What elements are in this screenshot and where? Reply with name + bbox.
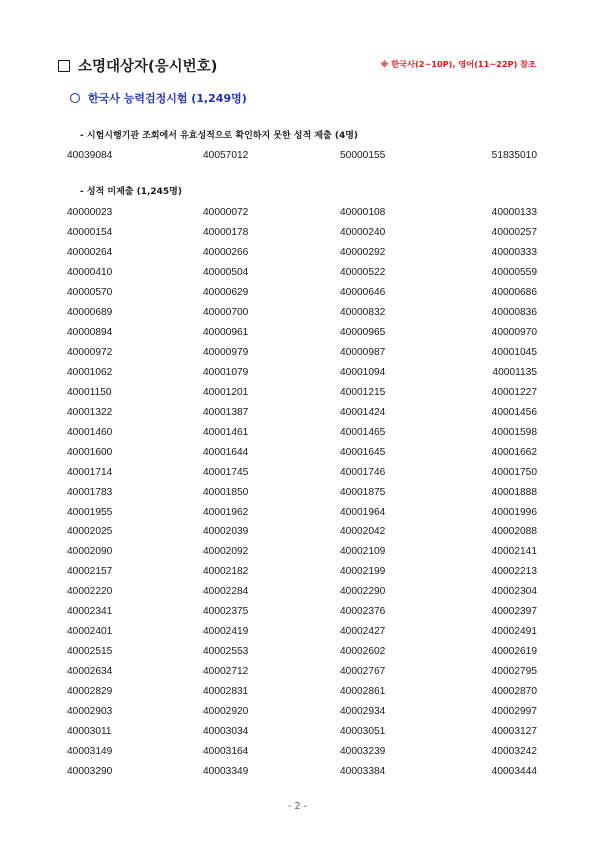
exam-number-cell: 40000570 (67, 287, 113, 299)
exam-number-cell: 40001996 (491, 506, 537, 518)
exam-number-cell: 40003384 (340, 765, 386, 777)
exam-subtitle-text: 한국사 능력검정시험 (1,249명) (88, 92, 247, 105)
exam-number-cell: 40001461 (203, 426, 249, 438)
table-row (67, 462, 537, 482)
exam-number-cell: 40000410 (67, 267, 113, 279)
exam-number-cell: 40002401 (67, 626, 113, 638)
exam-number-cell: 40002934 (340, 705, 386, 717)
exam-number-cell: 40000257 (491, 227, 537, 239)
exam-number-cell: 40000292 (340, 247, 386, 259)
table-row (67, 303, 537, 323)
exam-number-cell: 40000686 (491, 287, 537, 299)
exam-number-cell: 40002419 (203, 626, 249, 638)
page-title (58, 55, 217, 76)
exam-number-cell: 40039084 (67, 150, 113, 162)
exam-number-cell: 40002141 (491, 546, 537, 558)
exam-number-cell: 40002025 (67, 526, 113, 538)
exam-number-cell: 40001079 (203, 366, 249, 378)
table-row (67, 602, 537, 622)
table-row (67, 701, 537, 721)
exam-number-cell: 40002090 (67, 546, 113, 558)
exam-number-cell: 40001600 (67, 446, 113, 458)
table-row (67, 243, 537, 263)
exam-number-cell: 40002088 (491, 526, 537, 538)
exam-number-cell: 40003239 (340, 745, 386, 757)
exam-number-cell: 40002199 (340, 566, 386, 578)
exam-number-cell: 40001465 (340, 426, 386, 438)
exam-number-cell: 40000072 (203, 207, 249, 219)
exam-number-cell: 40002427 (340, 626, 386, 638)
exam-number-cell: 40000894 (67, 327, 113, 339)
exam-number-cell: 40000108 (340, 207, 386, 219)
table-row (67, 522, 537, 542)
exam-number-cell: 40001746 (340, 466, 386, 478)
table-row (67, 263, 537, 283)
exam-number-cell: 40000333 (491, 247, 537, 259)
exam-number-cell: 40001964 (340, 506, 386, 518)
exam-number-cell: 40000629 (203, 287, 249, 299)
exam-number-cell: 40002376 (340, 606, 386, 618)
exam-number-cell: 40000240 (340, 227, 386, 239)
exam-number-cell: 40000504 (203, 267, 249, 279)
exam-number-cell: 40000987 (340, 347, 386, 359)
exam-number-cell: 40002182 (203, 566, 249, 578)
exam-number-cell: 40003444 (491, 765, 537, 777)
table-row (67, 402, 537, 422)
circle-bullet-icon (70, 93, 80, 103)
exam-number-cell: 40003164 (203, 745, 249, 757)
exam-number-cell: 40000970 (491, 327, 537, 339)
exam-number-cell: 40000559 (491, 267, 537, 279)
exam-number-cell: 40000689 (67, 307, 113, 319)
exam-number-cell: 40000522 (340, 267, 386, 279)
exam-number-cell: 51835010 (491, 150, 537, 162)
exam-number-cell: 40002375 (203, 606, 249, 618)
exam-number-cell: 40001955 (67, 506, 113, 518)
exam-number-cell: 40003290 (67, 765, 113, 777)
exam-number-cell: 40002553 (203, 646, 249, 658)
table-row (67, 622, 537, 642)
exam-number-cell: 40003349 (203, 765, 249, 777)
exam-number-cell: 40001215 (340, 386, 386, 398)
exam-number-cell: 40000646 (340, 287, 386, 299)
exam-number-cell: 40057012 (203, 150, 249, 162)
table-row (67, 146, 537, 166)
section-heading-not-submitted: - 성적 미제출 (1,245명) (80, 187, 182, 197)
page-number: - 2 - (288, 801, 307, 812)
table-row (67, 562, 537, 582)
exam-number-cell: 40000266 (203, 247, 249, 259)
table-row (67, 642, 537, 662)
table-row (67, 442, 537, 462)
exam-number-cell: 40002220 (67, 586, 113, 598)
table-row (67, 482, 537, 502)
exam-number-cell: 40002397 (491, 606, 537, 618)
exam-number-cell: 40001094 (340, 366, 386, 378)
exam-number-cell: 40001598 (491, 426, 537, 438)
table-row (67, 662, 537, 682)
exam-number-cell: 40002795 (491, 666, 537, 678)
exam-number-cell: 50000155 (340, 150, 386, 162)
exam-number-cell: 40002831 (203, 685, 249, 697)
page-header (58, 55, 536, 77)
exam-subtitle (70, 90, 247, 106)
exam-number-cell: 40002870 (491, 685, 537, 697)
exam-number-cell: 40002304 (491, 586, 537, 598)
exam-number-cell: 40003011 (67, 725, 112, 737)
exam-number-cell: 40000972 (67, 347, 113, 359)
table-row (67, 382, 537, 402)
exam-number-cell: 40003149 (67, 745, 113, 757)
exam-number-cell: 40002920 (203, 705, 249, 717)
exam-number-cell: 40000965 (340, 327, 386, 339)
table-row (67, 223, 537, 243)
exam-number-cell: 40002515 (67, 646, 113, 658)
exam-number-cell: 40002602 (340, 646, 386, 658)
exam-number-cell: 40001745 (203, 466, 249, 478)
exam-number-cell: 40002284 (203, 586, 249, 598)
exam-number-cell: 40000961 (203, 327, 249, 339)
exam-number-cell: 40001850 (203, 486, 249, 498)
table-row (67, 761, 537, 781)
table-row (67, 203, 537, 223)
table-row (67, 343, 537, 363)
exam-number-cell: 40001201 (203, 386, 249, 398)
exam-number-cell: 40001750 (491, 466, 537, 478)
exam-number-cell: 40001645 (340, 446, 386, 458)
exam-number-cell: 40003051 (340, 725, 386, 737)
exam-number-cell: 40001644 (203, 446, 249, 458)
exam-number-cell: 40000836 (491, 307, 537, 319)
exam-number-cell: 40002341 (67, 606, 113, 618)
exam-number-cell: 40000979 (203, 347, 249, 359)
page-title-text: 소명대상자(응시번호) (78, 59, 218, 75)
table-row (67, 283, 537, 303)
exam-number-cell: 40002157 (67, 566, 113, 578)
exam-number-cell: 40001460 (67, 426, 113, 438)
exam-number-cell: 40002491 (491, 626, 537, 638)
exam-number-cell: 40002829 (67, 685, 113, 697)
exam-number-cell: 40001322 (67, 406, 113, 418)
exam-number-cell: 40000264 (67, 247, 113, 259)
exam-number-cell: 40001227 (491, 386, 537, 398)
exam-number-cell: 40002903 (67, 705, 113, 717)
exam-number-cell: 40000023 (67, 207, 113, 219)
exam-number-cell: 40001387 (203, 406, 249, 418)
exam-number-cell: 40001714 (67, 466, 113, 478)
exam-number-cell: 40001662 (491, 446, 537, 458)
exam-number-cell: 40002619 (491, 646, 537, 658)
exam-number-cell: 40001962 (203, 506, 249, 518)
checkbox-square-icon (58, 60, 70, 72)
exam-number-cell: 40002092 (203, 546, 249, 558)
table-row (67, 741, 537, 761)
table-row (67, 422, 537, 442)
exam-number-cell: 40001875 (340, 486, 386, 498)
exam-number-cell: 40002042 (340, 526, 386, 538)
table-row (67, 582, 537, 602)
exam-number-cell: 40001150 (67, 386, 112, 398)
exam-number-cell: 40001783 (67, 486, 113, 498)
exam-number-cell: 40000832 (340, 307, 386, 319)
exam-number-cell: 40002997 (491, 705, 537, 717)
exam-number-cell: 40003127 (491, 725, 537, 737)
exam-number-cell: 40000154 (67, 227, 113, 239)
exam-number-cell: 40001888 (491, 486, 537, 498)
table-row (67, 542, 537, 562)
exam-number-cell: 40000178 (203, 227, 249, 239)
not-submitted-id-table (67, 203, 537, 781)
exam-number-cell: 40002109 (340, 546, 386, 558)
table-row (67, 323, 537, 343)
exam-number-cell: 40002634 (67, 666, 113, 678)
exam-number-cell: 40002290 (340, 586, 386, 598)
exam-number-cell: 40001062 (67, 366, 113, 378)
unverified-id-table (67, 146, 537, 166)
table-row (67, 721, 537, 741)
exam-number-cell: 40003034 (203, 725, 249, 737)
reference-note: ※ 한국사(2~10P), 영어(11~22P) 참조 (380, 59, 536, 69)
exam-number-cell: 40002712 (203, 666, 249, 678)
table-row (67, 682, 537, 702)
exam-number-cell: 40000133 (491, 207, 537, 219)
exam-number-cell: 40001456 (491, 406, 537, 418)
exam-number-cell: 40000700 (203, 307, 249, 319)
exam-number-cell: 40001135 (492, 366, 537, 378)
exam-number-cell: 40001045 (491, 347, 537, 359)
table-row (67, 502, 537, 522)
table-row (67, 363, 537, 383)
exam-number-cell: 40001424 (340, 406, 386, 418)
exam-number-cell: 40002213 (491, 566, 537, 578)
section-heading-unverified: - 시험시행기관 조회에서 유효성적으로 확인하지 못한 성적 제출 (4명) (80, 131, 359, 141)
exam-number-cell: 40003242 (491, 745, 537, 757)
exam-number-cell: 40002767 (340, 666, 386, 678)
exam-number-cell: 40002861 (340, 685, 386, 697)
exam-number-cell: 40002039 (203, 526, 249, 538)
